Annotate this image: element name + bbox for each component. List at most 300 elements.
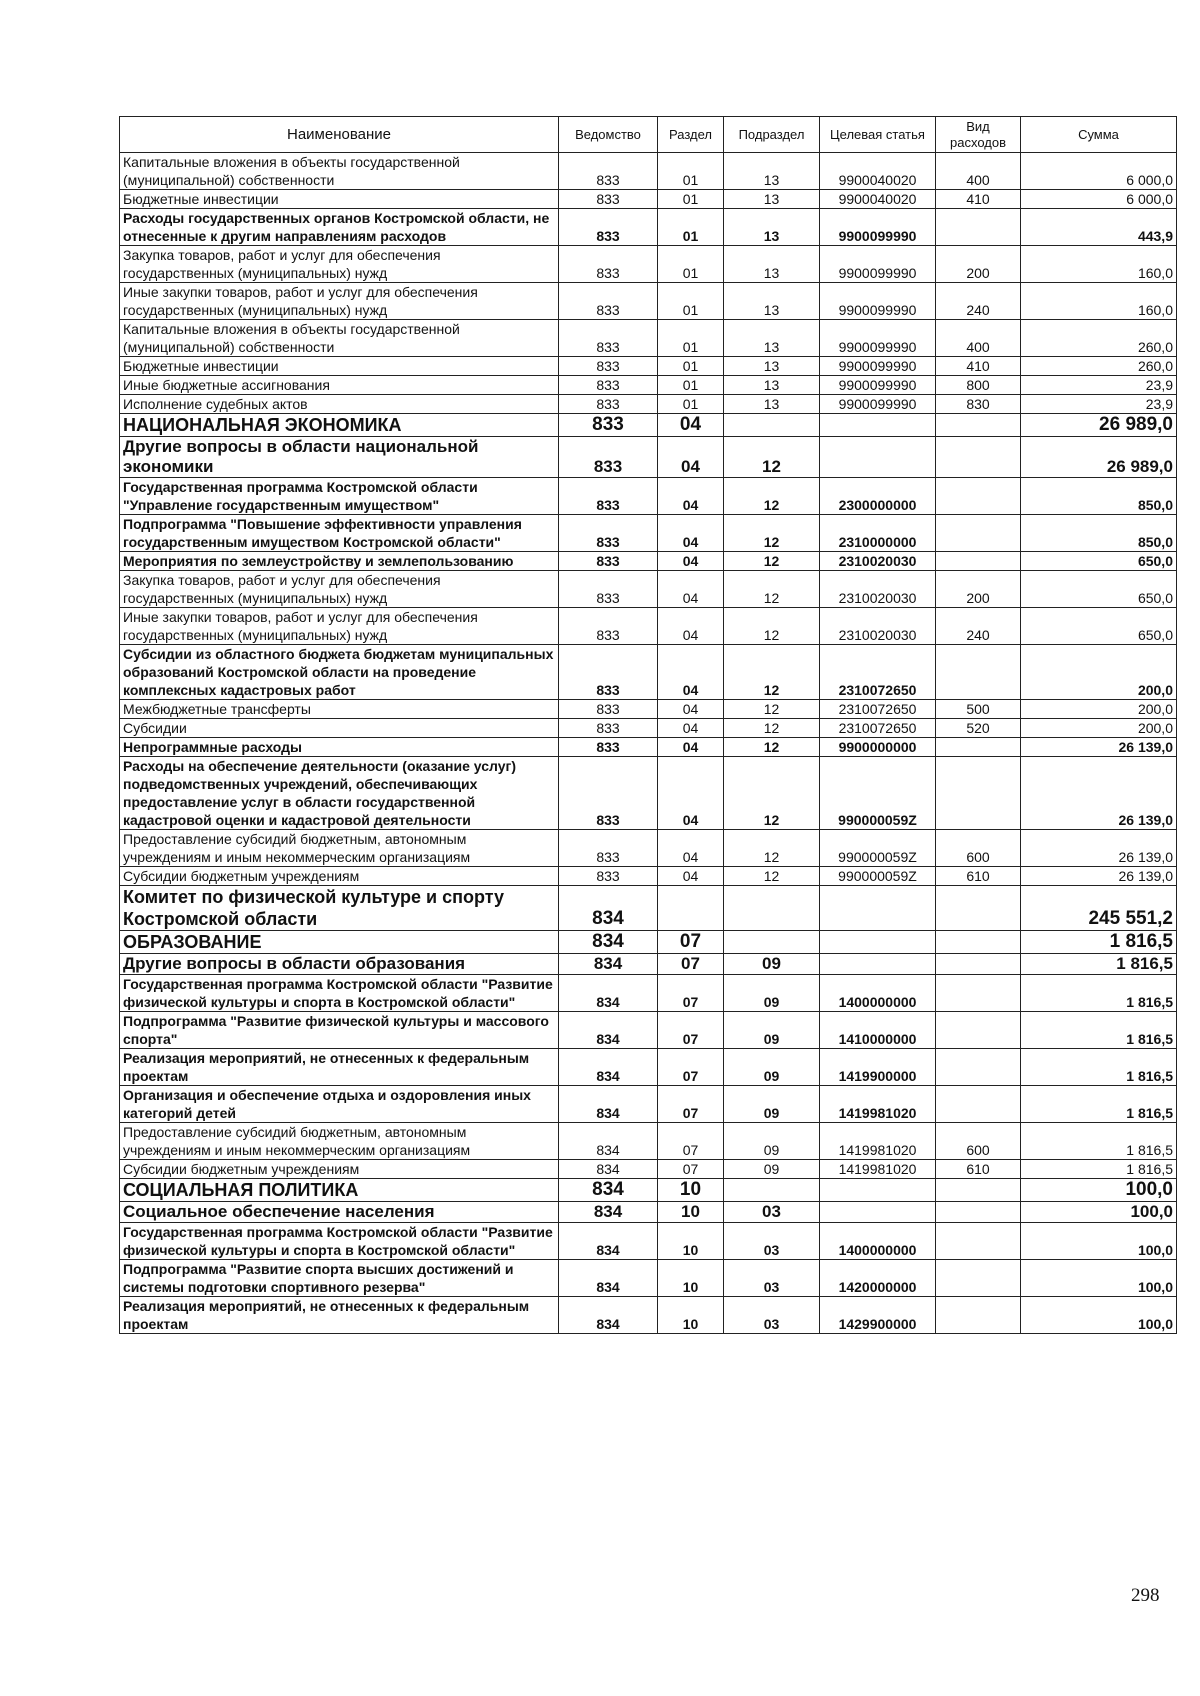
cell-dept: 833 <box>559 209 658 246</box>
cell-name: Исполнение судебных актов <box>120 395 559 414</box>
cell-section: 07 <box>658 954 724 975</box>
cell-target: 1419981020 <box>820 1160 936 1179</box>
cell-name: Предоставление субсидий бюджетным, автономным учреждениям и иным некоммерческим организациям <box>120 830 559 867</box>
table-row <box>120 954 1177 975</box>
cell-subsection: 12 <box>724 700 820 719</box>
cell-dept: 833 <box>559 571 658 608</box>
cell-subsection: 12 <box>724 515 820 552</box>
table-row <box>120 552 1177 571</box>
cell-target: 1420000000 <box>820 1260 936 1297</box>
cell-subsection <box>724 886 820 931</box>
table-row <box>120 1086 1177 1123</box>
table-row <box>120 1160 1177 1179</box>
cell-section: 04 <box>658 645 724 700</box>
cell-sum: 1 816,5 <box>1021 1123 1177 1160</box>
cell-subsection <box>724 414 820 437</box>
cell-section: 07 <box>658 975 724 1012</box>
cell-sum: 1 816,5 <box>1021 1086 1177 1123</box>
cell-dept: 833 <box>559 395 658 414</box>
cell-dept: 833 <box>559 190 658 209</box>
cell-subsection: 03 <box>724 1260 820 1297</box>
cell-section: 04 <box>658 478 724 515</box>
cell-dept: 833 <box>559 283 658 320</box>
cell-exp-type <box>936 552 1021 571</box>
cell-exp-type: 240 <box>936 608 1021 645</box>
header-section: Раздел <box>658 117 724 153</box>
cell-target <box>820 931 936 954</box>
cell-dept: 834 <box>559 1086 658 1123</box>
cell-name: Расходы на обеспечение деятельности (оказание услуг) подведомственных учреждений, обеспечивающих предоставление услуг в области государственной кадастровой оценки и кадастровой деятельности <box>120 757 559 830</box>
cell-subsection: 13 <box>724 376 820 395</box>
table-row <box>120 190 1177 209</box>
cell-sum: 100,0 <box>1021 1179 1177 1202</box>
cell-subsection: 13 <box>724 357 820 376</box>
cell-dept: 833 <box>559 552 658 571</box>
cell-subsection: 09 <box>724 1123 820 1160</box>
cell-target: 2310020030 <box>820 571 936 608</box>
cell-section: 04 <box>658 552 724 571</box>
header-subsection: Подраздел <box>724 117 820 153</box>
cell-exp-type <box>936 975 1021 1012</box>
cell-dept: 834 <box>559 1179 658 1202</box>
cell-exp-type <box>936 1012 1021 1049</box>
cell-exp-type <box>936 1223 1021 1260</box>
cell-name: Комитет по физической культуре и спорту Костромской области <box>120 886 559 931</box>
cell-name: Иные бюджетные ассигнования <box>120 376 559 395</box>
cell-exp-type <box>936 1086 1021 1123</box>
cell-exp-type <box>936 1202 1021 1223</box>
cell-target: 2310072650 <box>820 700 936 719</box>
table-row <box>120 246 1177 283</box>
cell-dept: 834 <box>559 1123 658 1160</box>
cell-section: 01 <box>658 246 724 283</box>
cell-name: Социальное обеспечение населения <box>120 1202 559 1223</box>
cell-target: 9900099990 <box>820 357 936 376</box>
cell-subsection: 12 <box>724 738 820 757</box>
table-row <box>120 931 1177 954</box>
table-row <box>120 1012 1177 1049</box>
cell-dept: 833 <box>559 357 658 376</box>
cell-target: 2310020030 <box>820 608 936 645</box>
cell-section: 10 <box>658 1297 724 1334</box>
cell-exp-type: 520 <box>936 719 1021 738</box>
cell-exp-type: 200 <box>936 571 1021 608</box>
cell-section: 07 <box>658 931 724 954</box>
cell-name: Государственная программа Костромской области "Развитие физической культуры и спорта в Костромской области" <box>120 1223 559 1260</box>
cell-name: Реализация мероприятий, не отнесенных к федеральным проектам <box>120 1049 559 1086</box>
cell-sum: 26 989,0 <box>1021 414 1177 437</box>
cell-target <box>820 414 936 437</box>
table-row <box>120 1123 1177 1160</box>
cell-name: Подпрограмма "Развитие спорта высших достижений и системы подготовки спортивного резерва" <box>120 1260 559 1297</box>
cell-target: 9900099990 <box>820 320 936 357</box>
cell-sum: 200,0 <box>1021 700 1177 719</box>
cell-target <box>820 954 936 975</box>
cell-exp-type: 410 <box>936 190 1021 209</box>
cell-dept: 833 <box>559 719 658 738</box>
cell-exp-type <box>936 886 1021 931</box>
cell-name: Другие вопросы в области национальной экономики <box>120 437 559 478</box>
header-dept: Ведомство <box>559 117 658 153</box>
table-row <box>120 830 1177 867</box>
cell-sum: 260,0 <box>1021 357 1177 376</box>
cell-section: 01 <box>658 395 724 414</box>
cell-name: Субсидии <box>120 719 559 738</box>
cell-subsection: 12 <box>724 867 820 886</box>
cell-target: 1400000000 <box>820 1223 936 1260</box>
cell-subsection: 09 <box>724 954 820 975</box>
cell-section: 04 <box>658 414 724 437</box>
cell-target: 1429900000 <box>820 1297 936 1334</box>
cell-target: 9900099990 <box>820 283 936 320</box>
cell-sum: 200,0 <box>1021 719 1177 738</box>
cell-section: 01 <box>658 153 724 190</box>
cell-dept: 834 <box>559 1160 658 1179</box>
cell-dept: 834 <box>559 886 658 931</box>
cell-section: 04 <box>658 719 724 738</box>
cell-dept: 834 <box>559 1202 658 1223</box>
table-row <box>120 1297 1177 1334</box>
cell-name: Расходы государственных органов Костромской области, не отнесенные к другим направлениям расходов <box>120 209 559 246</box>
cell-subsection: 09 <box>724 975 820 1012</box>
cell-sum: 26 139,0 <box>1021 867 1177 886</box>
cell-sum: 260,0 <box>1021 320 1177 357</box>
cell-exp-type <box>936 437 1021 478</box>
cell-name: Подпрограмма "Повышение эффективности управления государственным имуществом Костромской области" <box>120 515 559 552</box>
cell-exp-type: 400 <box>936 320 1021 357</box>
cell-exp-type <box>936 738 1021 757</box>
cell-sum: 100,0 <box>1021 1260 1177 1297</box>
cell-section: 01 <box>658 209 724 246</box>
cell-name: Капитальные вложения в объекты государственной (муниципальной) собственности <box>120 153 559 190</box>
table-row <box>120 867 1177 886</box>
cell-subsection: 03 <box>724 1297 820 1334</box>
cell-sum: 26 139,0 <box>1021 757 1177 830</box>
table-row <box>120 608 1177 645</box>
cell-section: 01 <box>658 320 724 357</box>
header-exp-type: Вид расходов <box>936 117 1021 153</box>
cell-name: Закупка товаров, работ и услуг для обеспечения государственных (муниципальных) нужд <box>120 246 559 283</box>
cell-section: 10 <box>658 1179 724 1202</box>
cell-exp-type <box>936 645 1021 700</box>
table-row <box>120 320 1177 357</box>
cell-sum: 1 816,5 <box>1021 1160 1177 1179</box>
cell-dept: 833 <box>559 376 658 395</box>
cell-exp-type <box>936 478 1021 515</box>
cell-subsection: 09 <box>724 1086 820 1123</box>
cell-name: Организация и обеспечение отдыха и оздоровления иных категорий детей <box>120 1086 559 1123</box>
cell-name: НАЦИОНАЛЬНАЯ ЭКОНОМИКА <box>120 414 559 437</box>
cell-dept: 834 <box>559 1012 658 1049</box>
cell-name: Иные закупки товаров, работ и услуг для обеспечения государственных (муниципальных) нужд <box>120 608 559 645</box>
cell-sum: 245 551,2 <box>1021 886 1177 931</box>
cell-exp-type: 400 <box>936 153 1021 190</box>
table-row <box>120 209 1177 246</box>
table-row <box>120 395 1177 414</box>
cell-subsection: 03 <box>724 1223 820 1260</box>
cell-target <box>820 437 936 478</box>
cell-target: 1419981020 <box>820 1086 936 1123</box>
cell-sum: 6 000,0 <box>1021 190 1177 209</box>
cell-target: 9900099990 <box>820 209 936 246</box>
cell-name: Бюджетные инвестиции <box>120 357 559 376</box>
cell-dept: 833 <box>559 478 658 515</box>
table-row <box>120 437 1177 478</box>
cell-exp-type: 600 <box>936 1123 1021 1160</box>
cell-exp-type: 410 <box>936 357 1021 376</box>
cell-section: 04 <box>658 830 724 867</box>
cell-name: Субсидии бюджетным учреждениям <box>120 867 559 886</box>
cell-subsection: 03 <box>724 1202 820 1223</box>
cell-subsection: 13 <box>724 209 820 246</box>
cell-subsection <box>724 1179 820 1202</box>
cell-target <box>820 886 936 931</box>
page-number: 298 <box>1131 1585 1160 1606</box>
cell-dept: 833 <box>559 608 658 645</box>
cell-section: 01 <box>658 190 724 209</box>
cell-exp-type: 830 <box>936 395 1021 414</box>
cell-name: СОЦИАЛЬНАЯ ПОЛИТИКА <box>120 1179 559 1202</box>
cell-target: 1400000000 <box>820 975 936 1012</box>
cell-section: 04 <box>658 571 724 608</box>
header-name: Наименование <box>120 117 559 153</box>
cell-target: 9900040020 <box>820 190 936 209</box>
cell-dept: 833 <box>559 645 658 700</box>
cell-name: Закупка товаров, работ и услуг для обеспечения государственных (муниципальных) нужд <box>120 571 559 608</box>
cell-subsection: 12 <box>724 571 820 608</box>
cell-exp-type <box>936 757 1021 830</box>
table-row <box>120 645 1177 700</box>
cell-subsection: 12 <box>724 437 820 478</box>
cell-sum: 650,0 <box>1021 608 1177 645</box>
cell-subsection: 12 <box>724 719 820 738</box>
cell-sum: 1 816,5 <box>1021 954 1177 975</box>
cell-exp-type <box>936 515 1021 552</box>
cell-target: 9900099990 <box>820 246 936 283</box>
cell-section: 07 <box>658 1160 724 1179</box>
cell-sum: 650,0 <box>1021 571 1177 608</box>
table-row <box>120 357 1177 376</box>
cell-target: 2300000000 <box>820 478 936 515</box>
cell-section: 04 <box>658 437 724 478</box>
cell-dept: 834 <box>559 975 658 1012</box>
table-row <box>120 153 1177 190</box>
table-row <box>120 738 1177 757</box>
cell-sum: 26 989,0 <box>1021 437 1177 478</box>
cell-name: Межбюджетные трансферты <box>120 700 559 719</box>
cell-sum: 1 816,5 <box>1021 1012 1177 1049</box>
cell-dept: 833 <box>559 867 658 886</box>
cell-exp-type <box>936 1179 1021 1202</box>
cell-target: 9900099990 <box>820 395 936 414</box>
table-row <box>120 1202 1177 1223</box>
cell-sum: 1 816,5 <box>1021 975 1177 1012</box>
cell-subsection: 09 <box>724 1160 820 1179</box>
cell-exp-type: 200 <box>936 246 1021 283</box>
cell-subsection: 12 <box>724 608 820 645</box>
cell-sum: 650,0 <box>1021 552 1177 571</box>
cell-target: 1419900000 <box>820 1049 936 1086</box>
cell-subsection: 12 <box>724 830 820 867</box>
cell-section: 04 <box>658 515 724 552</box>
table-row <box>120 571 1177 608</box>
cell-sum: 6 000,0 <box>1021 153 1177 190</box>
cell-section: 04 <box>658 757 724 830</box>
cell-sum: 100,0 <box>1021 1223 1177 1260</box>
cell-name: Субсидии из областного бюджета бюджетам муниципальных образований Костромской области на проведение комплексных кадастровых работ <box>120 645 559 700</box>
cell-dept: 834 <box>559 931 658 954</box>
cell-name: Предоставление субсидий бюджетным, автономным учреждениям и иным некоммерческим организациям <box>120 1123 559 1160</box>
header-target: Целевая статья <box>820 117 936 153</box>
cell-subsection: 09 <box>724 1049 820 1086</box>
cell-sum: 1 816,5 <box>1021 931 1177 954</box>
cell-subsection: 13 <box>724 320 820 357</box>
cell-subsection: 09 <box>724 1012 820 1049</box>
cell-exp-type <box>936 1260 1021 1297</box>
cell-target <box>820 1179 936 1202</box>
table-row <box>120 1260 1177 1297</box>
cell-section: 10 <box>658 1260 724 1297</box>
cell-subsection: 12 <box>724 757 820 830</box>
cell-dept: 833 <box>559 757 658 830</box>
cell-name: Мероприятия по землеустройству и землепользованию <box>120 552 559 571</box>
cell-section: 07 <box>658 1086 724 1123</box>
cell-section: 07 <box>658 1049 724 1086</box>
cell-target: 2310072650 <box>820 645 936 700</box>
cell-section: 10 <box>658 1223 724 1260</box>
cell-exp-type: 610 <box>936 1160 1021 1179</box>
table-header-row <box>120 117 1177 153</box>
header-sum: Сумма <box>1021 117 1177 153</box>
cell-sum: 850,0 <box>1021 515 1177 552</box>
cell-subsection: 12 <box>724 552 820 571</box>
cell-sum: 850,0 <box>1021 478 1177 515</box>
cell-target: 2310000000 <box>820 515 936 552</box>
cell-sum: 26 139,0 <box>1021 738 1177 757</box>
table-row <box>120 1179 1177 1202</box>
cell-exp-type <box>936 414 1021 437</box>
cell-dept: 833 <box>559 414 658 437</box>
cell-dept: 833 <box>559 320 658 357</box>
cell-name: Другие вопросы в области образования <box>120 954 559 975</box>
table-row <box>120 886 1177 931</box>
cell-section <box>658 886 724 931</box>
cell-sum: 23,9 <box>1021 376 1177 395</box>
cell-section: 10 <box>658 1202 724 1223</box>
cell-target: 9900099990 <box>820 376 936 395</box>
cell-sum: 160,0 <box>1021 246 1177 283</box>
table-row <box>120 1223 1177 1260</box>
cell-subsection: 13 <box>724 395 820 414</box>
table-row <box>120 478 1177 515</box>
cell-target: 9900040020 <box>820 153 936 190</box>
cell-dept: 834 <box>559 1223 658 1260</box>
cell-subsection: 12 <box>724 478 820 515</box>
cell-name: ОБРАЗОВАНИЕ <box>120 931 559 954</box>
cell-name: Государственная программа Костромской области "Развитие физической культуры и спорта в Костромской области" <box>120 975 559 1012</box>
cell-name: Капитальные вложения в объекты государственной (муниципальной) собственности <box>120 320 559 357</box>
cell-section: 04 <box>658 738 724 757</box>
cell-section: 04 <box>658 608 724 645</box>
cell-name: Иные закупки товаров, работ и услуг для обеспечения государственных (муниципальных) нужд <box>120 283 559 320</box>
cell-target: 1419981020 <box>820 1123 936 1160</box>
cell-name: Подпрограмма "Развитие физической культуры и массового спорта" <box>120 1012 559 1049</box>
cell-exp-type <box>936 1297 1021 1334</box>
table-row <box>120 414 1177 437</box>
cell-exp-type: 610 <box>936 867 1021 886</box>
table-row <box>120 515 1177 552</box>
cell-exp-type <box>936 931 1021 954</box>
cell-exp-type: 600 <box>936 830 1021 867</box>
cell-sum: 23,9 <box>1021 395 1177 414</box>
cell-dept: 833 <box>559 738 658 757</box>
table-row <box>120 283 1177 320</box>
cell-section: 04 <box>658 867 724 886</box>
cell-subsection <box>724 931 820 954</box>
cell-dept: 834 <box>559 1049 658 1086</box>
cell-exp-type <box>936 954 1021 975</box>
table-row <box>120 376 1177 395</box>
cell-target: 990000059Z <box>820 830 936 867</box>
cell-subsection: 13 <box>724 153 820 190</box>
cell-dept: 833 <box>559 246 658 283</box>
cell-subsection: 13 <box>724 246 820 283</box>
cell-dept: 834 <box>559 1260 658 1297</box>
cell-exp-type <box>936 209 1021 246</box>
cell-exp-type: 800 <box>936 376 1021 395</box>
cell-section: 01 <box>658 376 724 395</box>
cell-name: Бюджетные инвестиции <box>120 190 559 209</box>
cell-dept: 834 <box>559 954 658 975</box>
table-row <box>120 1049 1177 1086</box>
cell-exp-type: 240 <box>936 283 1021 320</box>
cell-target: 990000059Z <box>820 757 936 830</box>
cell-sum: 200,0 <box>1021 645 1177 700</box>
cell-name: Государственная программа Костромской области "Управление государственным имуществом" <box>120 478 559 515</box>
cell-sum: 160,0 <box>1021 283 1177 320</box>
cell-name: Субсидии бюджетным учреждениям <box>120 1160 559 1179</box>
cell-dept: 833 <box>559 515 658 552</box>
cell-dept: 833 <box>559 437 658 478</box>
cell-dept: 833 <box>559 700 658 719</box>
cell-sum: 100,0 <box>1021 1297 1177 1334</box>
cell-exp-type: 500 <box>936 700 1021 719</box>
cell-name: Реализация мероприятий, не отнесенных к федеральным проектам <box>120 1297 559 1334</box>
cell-dept: 833 <box>559 830 658 867</box>
cell-section: 07 <box>658 1123 724 1160</box>
table-row <box>120 757 1177 830</box>
cell-sum: 443,9 <box>1021 209 1177 246</box>
cell-target: 2310072650 <box>820 719 936 738</box>
cell-name: Непрограммные расходы <box>120 738 559 757</box>
cell-subsection: 13 <box>724 283 820 320</box>
cell-target: 1410000000 <box>820 1012 936 1049</box>
cell-sum: 1 816,5 <box>1021 1049 1177 1086</box>
cell-target: 9900000000 <box>820 738 936 757</box>
cell-exp-type <box>936 1049 1021 1086</box>
cell-section: 01 <box>658 357 724 376</box>
cell-target: 2310020030 <box>820 552 936 571</box>
table-row <box>120 975 1177 1012</box>
cell-section: 04 <box>658 700 724 719</box>
budget-table <box>119 116 1177 1334</box>
cell-subsection: 12 <box>724 645 820 700</box>
cell-subsection: 13 <box>724 190 820 209</box>
table-row <box>120 700 1177 719</box>
cell-section: 01 <box>658 283 724 320</box>
cell-sum: 100,0 <box>1021 1202 1177 1223</box>
cell-sum: 26 139,0 <box>1021 830 1177 867</box>
